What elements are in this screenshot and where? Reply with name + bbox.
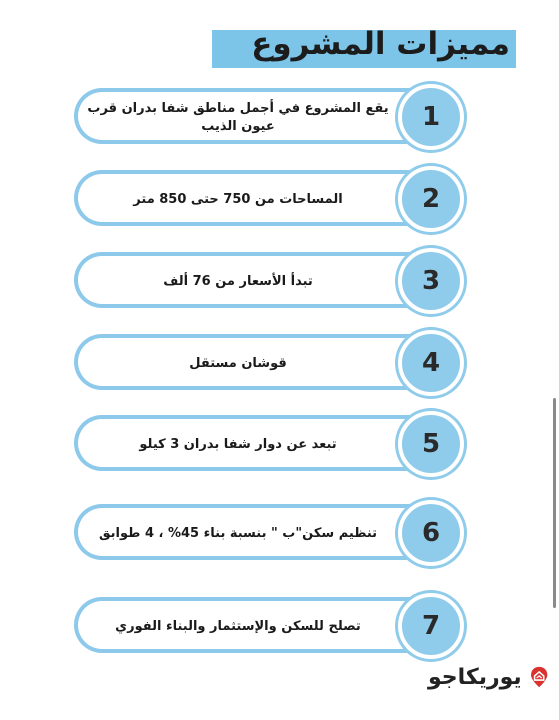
page-title: مميزات المشروع — [251, 26, 510, 62]
feature-item — [74, 500, 470, 568]
feature-number-badge: 5 — [398, 411, 464, 477]
feature-item — [74, 330, 470, 398]
feature-item — [74, 411, 470, 479]
feature-number-badge: 4 — [398, 330, 464, 396]
feature-number-badge: 6 — [398, 500, 464, 566]
feature-number-badge: 2 — [398, 166, 464, 232]
feature-number-badge: 1 — [398, 84, 464, 150]
logo-wordmark: يوريكاجو — [428, 664, 522, 690]
feature-text: تنظيم سكن"ب " بنسبة بناء 45% ، 4 طوابق — [98, 526, 378, 541]
scrollbar[interactable] — [553, 398, 556, 608]
feature-number-badge: 3 — [398, 248, 464, 314]
page-title-block — [212, 26, 516, 70]
feature-text: تصلح للسكن والإستثمار والبناء الفوري — [115, 619, 361, 634]
feature-item — [74, 84, 470, 152]
feature-text: المساحات من 750 حتى 850 متر — [133, 192, 343, 207]
feature-text: يقع المشروع في أجمل مناطق شفا بدران قرب عيون الذيب — [87, 101, 389, 134]
feature-text: تبعد عن دوار شفا بدران 3 كيلو — [139, 437, 337, 452]
feature-text: قوشان مستقل — [189, 356, 287, 371]
feature-number-badge: 7 — [398, 593, 464, 659]
feature-item — [74, 166, 470, 234]
feature-text: تبدأ الأسعار من 76 ألف — [163, 274, 313, 289]
site-logo[interactable] — [428, 652, 548, 702]
feature-item — [74, 248, 470, 316]
feature-item — [74, 593, 470, 661]
location-pin-logo-icon — [530, 655, 548, 699]
